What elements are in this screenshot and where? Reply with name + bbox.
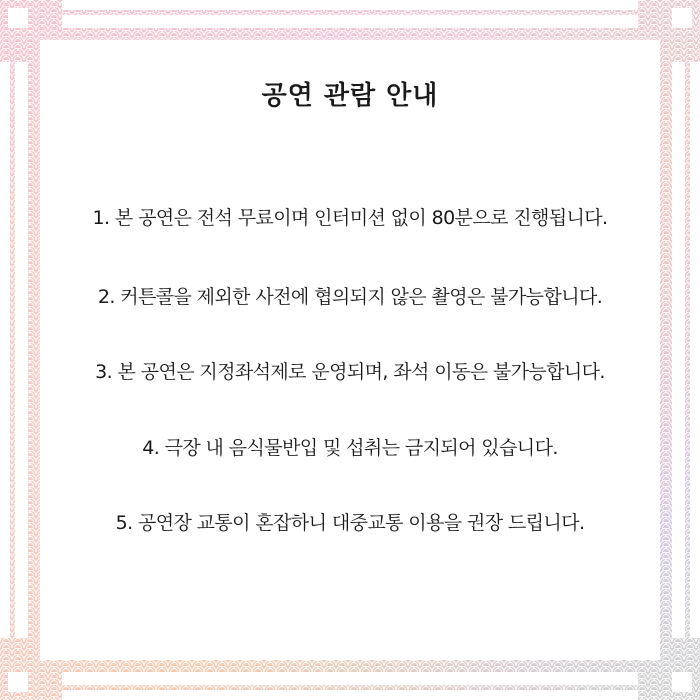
notice-content: [30, 0, 670, 700]
notice-item: 5. 공연장 교통이 혼잡하니 대중교통 이용을 권장 드립니다.: [115, 512, 585, 534]
notice-item: 1. 본 공연은 전석 무료이며 인터미션 없이 80분으로 진행됩니다.: [92, 207, 608, 229]
notice-item: 4. 극장 내 음식물반입 및 섭취는 금지되어 있습니다.: [142, 437, 558, 459]
notice-item: 2. 커튼콜을 제외한 사전에 협의되지 않은 촬영은 불가능합니다.: [97, 286, 603, 308]
notice-item: 3. 본 공연은 지정좌석제로 운영되며, 좌석 이동은 불가능합니다.: [95, 361, 605, 383]
page-title: 공연 관람 안내: [261, 81, 439, 111]
